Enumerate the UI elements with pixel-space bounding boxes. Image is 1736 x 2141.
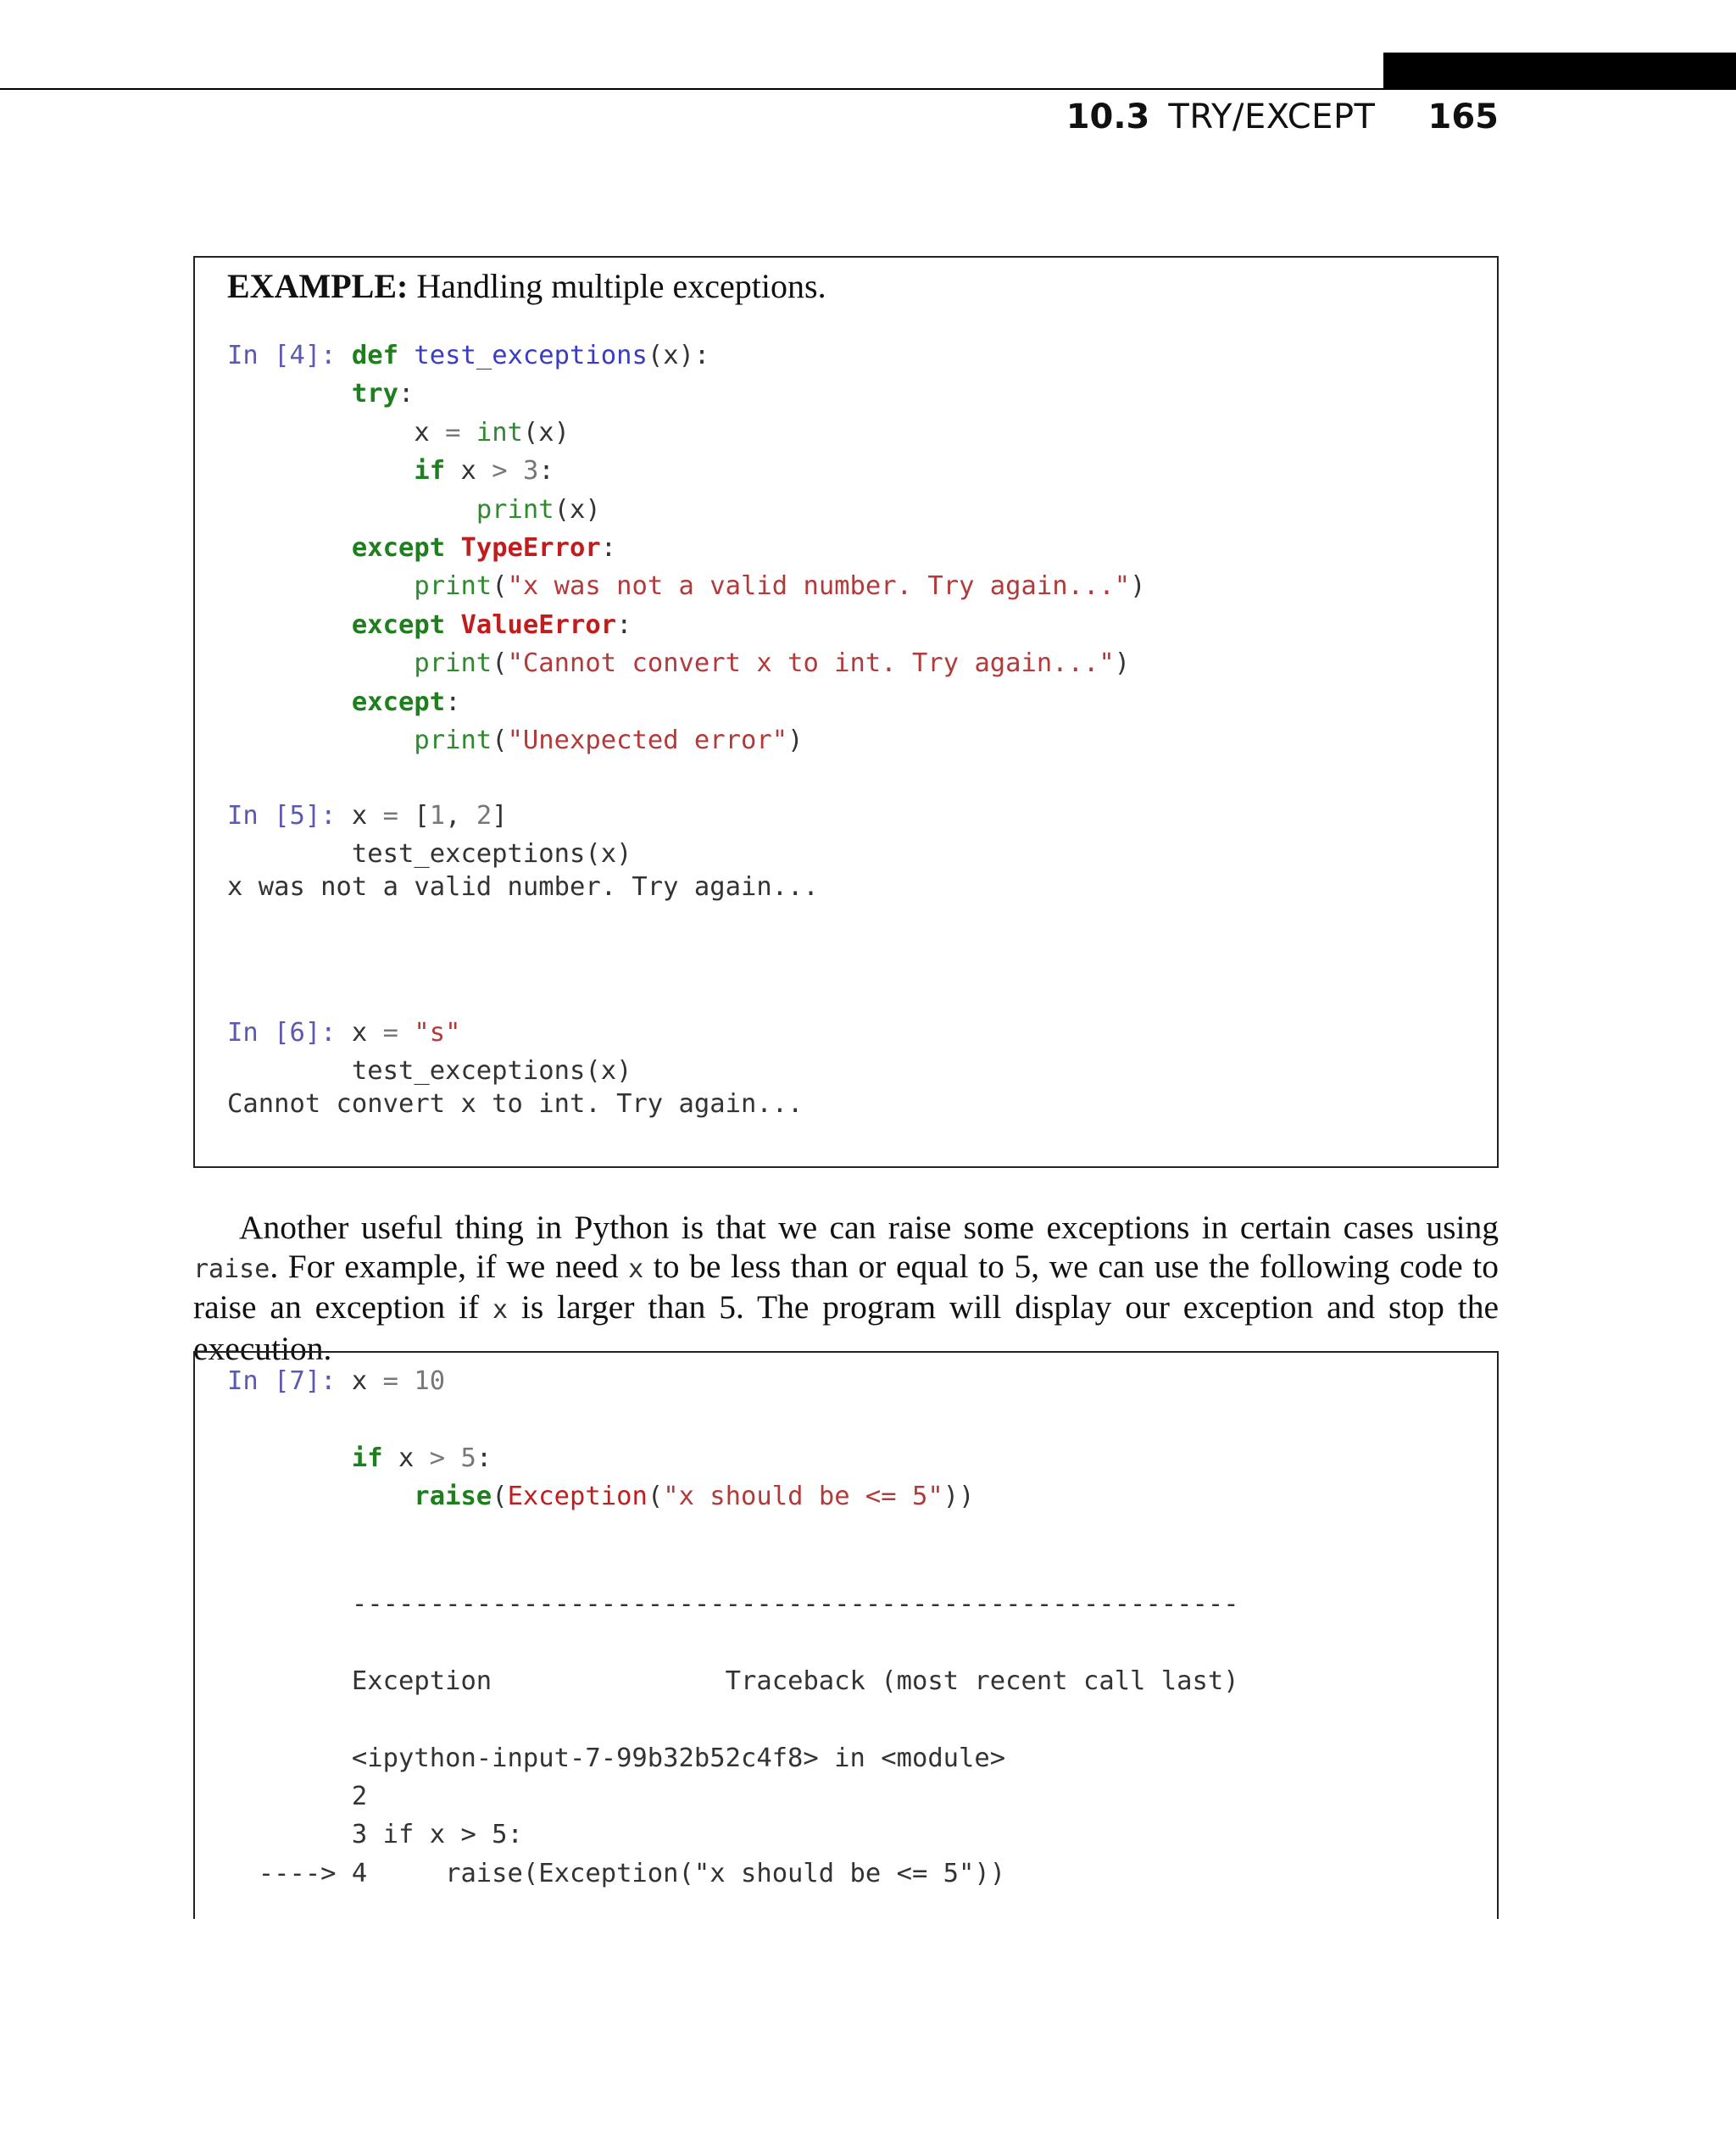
header-black-bar bbox=[1383, 53, 1736, 90]
traceback-separator: --------------------------------------------------------- bbox=[351, 1589, 1239, 1619]
section-number: 10.3 bbox=[1066, 97, 1150, 136]
header-rule bbox=[0, 88, 1736, 90]
exception-name: Exception bbox=[351, 1666, 492, 1696]
cell-6-prompt: In [6]: bbox=[227, 1018, 337, 1048]
body-paragraph: Another useful thing in Python is that we can raise some exceptions in certain cases using raise. For example, if we need x to be less than or equal to 5, we can use the following code to raise an exception if x is larger than 5. The program will display our exception and stop the execution. bbox=[193, 1209, 1499, 1367]
running-head bbox=[1066, 92, 1499, 142]
cell-7-prompt: In [7]: bbox=[227, 1366, 337, 1396]
code-cell-5: In [5]: x = [1, 2] test_exceptions(x) bbox=[227, 801, 632, 870]
traceback-location: <ipython-input-7-99b32b52c4f8> in <module> bbox=[351, 1743, 1006, 1773]
code-cell-4: In [4]: def test_exceptions(x): try: x = int(x) if x > 3: print(x) except TypeError: print("x was not a valid number. Try again...") except ValueError: print("Cannot convert x to int. Try again...") except: print("Unexpected error") bbox=[227, 341, 1146, 756]
example-title bbox=[227, 266, 826, 306]
traceback-line-4: ----> 4 raise(Exception("x should be <= 5")) bbox=[258, 1858, 1006, 1888]
traceback-output bbox=[227, 1585, 1239, 1893]
cell-5-prompt: In [5]: bbox=[227, 801, 337, 831]
cell-6-output: Cannot convert x to int. Try again... bbox=[227, 1089, 804, 1119]
traceback-header: Traceback (most recent call last) bbox=[725, 1666, 1239, 1696]
example-box bbox=[193, 256, 1499, 1168]
cell-5-output: x was not a valid number. Try again... bbox=[227, 872, 819, 902]
example-title-text: Handling multiple exceptions. bbox=[416, 267, 826, 305]
example-label: EXAMPLE: bbox=[227, 267, 409, 305]
section-title: TRY/EXCEPT bbox=[1168, 97, 1376, 136]
inline-code-x: x bbox=[628, 1254, 644, 1284]
inline-code-raise: raise bbox=[193, 1254, 270, 1284]
code-cell-7-box bbox=[193, 1351, 1499, 1919]
code-cell-7: In [7]: x = 10 if x > 5: raise(Exception("x should be <= 5")) bbox=[227, 1366, 975, 1512]
code-cell-6: In [6]: x = "s" test_exceptions(x) bbox=[227, 1018, 632, 1087]
cell-4-prompt: In [4]: bbox=[227, 341, 337, 370]
traceback-line-3: 3 if x > 5: bbox=[258, 1820, 523, 1850]
inline-code-x: x bbox=[492, 1295, 509, 1325]
page-number: 165 bbox=[1427, 97, 1499, 136]
traceback-line-2: 2 bbox=[258, 1782, 368, 1812]
